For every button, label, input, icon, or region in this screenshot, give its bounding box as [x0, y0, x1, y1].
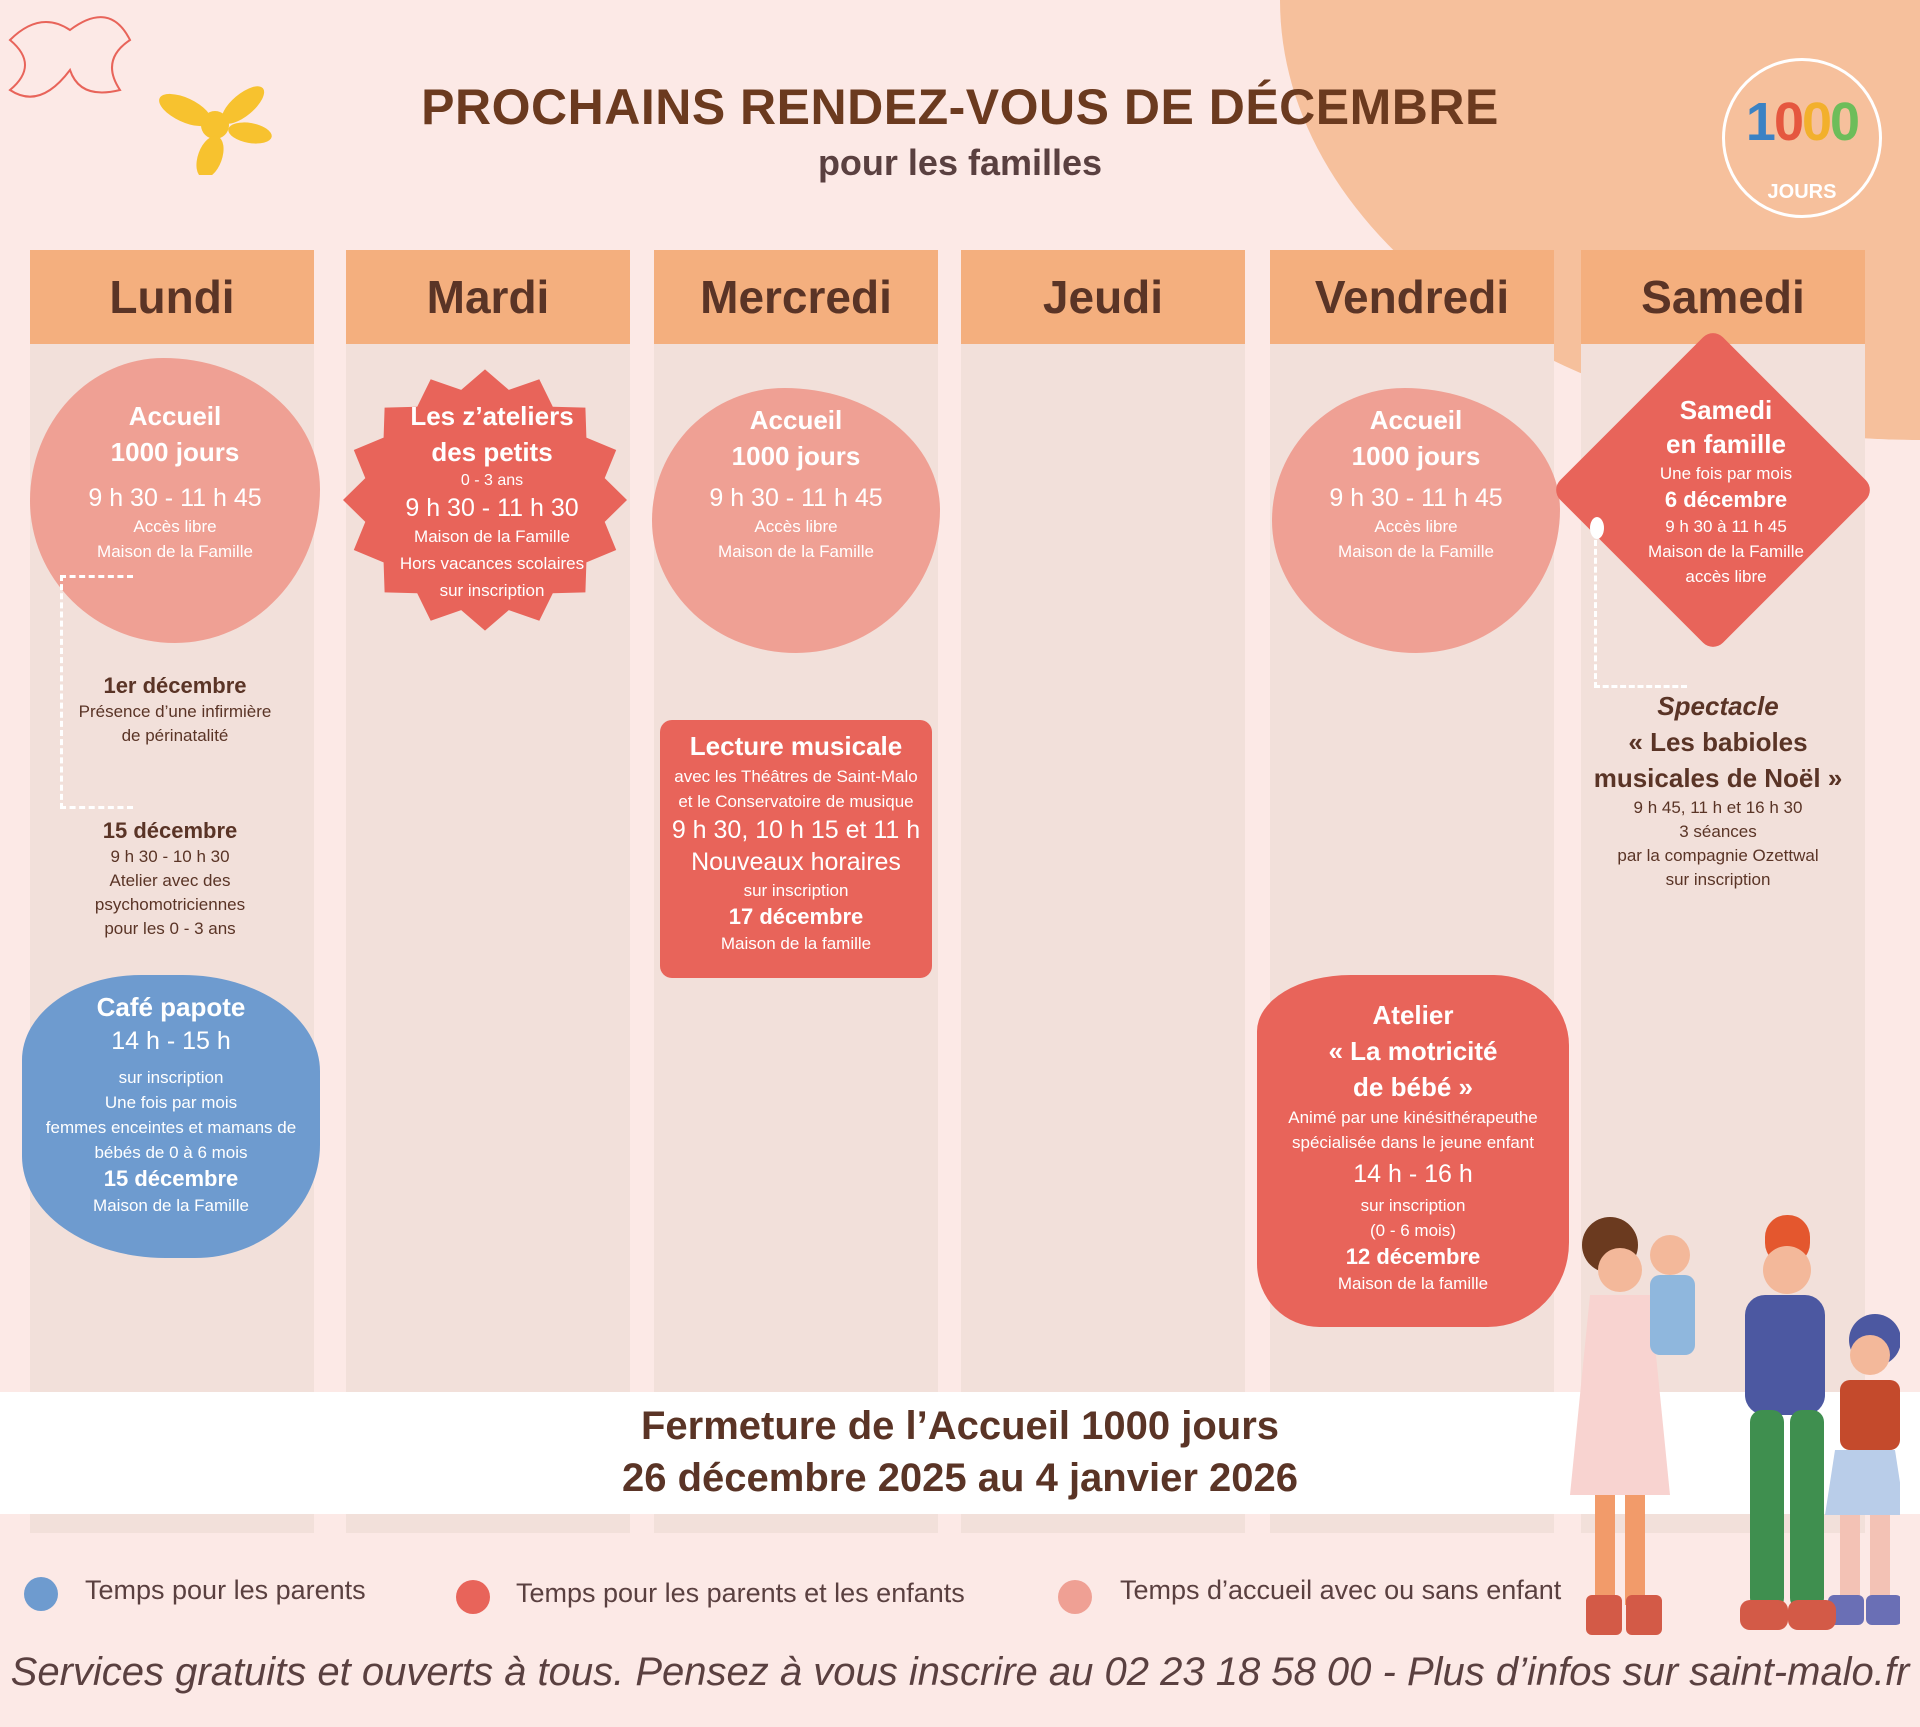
card-hours: 9 h 30 - 11 h 30: [405, 494, 579, 522]
card-text: spécialisée dans le jeune enfant: [1292, 1133, 1534, 1152]
note-text: 9 h 30 - 10 h 30: [110, 847, 230, 866]
day-header-mercredi: Mercredi: [654, 250, 938, 344]
card-text: Animé par une kinésithérapeuthe: [1288, 1108, 1538, 1127]
day-header-samedi: Samedi: [1581, 250, 1865, 344]
card-text: sur inscription: [118, 1068, 224, 1087]
card-text: Maison de la Famille: [1338, 542, 1494, 561]
legend-dot-parents-enfants: [456, 1580, 490, 1614]
family-illustration-icon: [1550, 1195, 1900, 1655]
card-hours: 9 h 30 - 11 h 45: [88, 484, 262, 512]
lundi-note-2: [50, 817, 290, 941]
legend-label-accueil: Temps d’accueil avec ou sans enfant: [1120, 1575, 1562, 1605]
card-text: Une fois par mois: [104, 1093, 238, 1112]
card-title: 1000 jours: [1351, 441, 1481, 471]
card-text: Maison de la Famille: [1648, 542, 1804, 561]
card-text: Accès libre: [1374, 517, 1458, 536]
card-text: Accès libre: [754, 517, 838, 536]
column-jeudi: [961, 250, 1245, 1533]
note-text: Présence d’une infirmière: [78, 702, 272, 721]
card-text: bébés de 0 à 6 mois: [94, 1143, 248, 1162]
card-title: Samedi: [1679, 395, 1773, 425]
note-title: musicales de Noël »: [1593, 763, 1843, 793]
card-title: Lecture musicale: [689, 731, 903, 761]
card-title: Les z’ateliers: [410, 401, 574, 431]
card-text: avec les Théâtres de Saint-Malo: [674, 767, 918, 786]
1000-jours-logo: [1722, 58, 1882, 218]
card-title: Accueil: [128, 401, 222, 431]
note-text: de périnatalité: [121, 726, 229, 745]
card-title: Atelier: [1372, 1000, 1454, 1030]
card-title: « La motricité: [1328, 1036, 1498, 1066]
samedi-spectacle-note: [1578, 688, 1858, 892]
note-text: Atelier avec des: [109, 871, 231, 890]
card-text: Maison de la famille: [720, 934, 872, 953]
card-text: Maison de la famille: [1337, 1274, 1489, 1293]
logo-number: 1000: [1745, 92, 1859, 152]
note-text: 3 séances: [1679, 822, 1757, 841]
card-hours: 14 h - 15 h: [111, 1027, 231, 1055]
note-text: pour les 0 - 3 ans: [104, 919, 236, 938]
card-text: 9 h 30 à 11 h 45: [1665, 517, 1787, 536]
card-text: Maison de la Famille: [718, 542, 874, 561]
dashed-connector: [1594, 540, 1687, 688]
card-text: Hors vacances scolaires: [399, 554, 585, 573]
legend-dot-parents: [24, 1577, 58, 1611]
day-header-vendredi: Vendredi: [1270, 250, 1554, 344]
card-text: Une fois par mois: [1659, 464, 1793, 483]
card-date: 6 décembre: [1664, 487, 1788, 512]
card-date: 17 décembre: [728, 904, 864, 929]
mardi-ateliers-card: [352, 398, 632, 603]
card-text: sur inscription: [439, 581, 545, 600]
note-text: psychomotriciennes: [94, 895, 246, 914]
card-date: 15 décembre: [103, 1166, 239, 1191]
footer-info: Services gratuits et ouverts à tous. Pensez à vous inscrire au 02 23 18 58 00 - Plus d’infos sur saint-malo.fr: [10, 1650, 1910, 1694]
card-hours: 14 h - 16 h: [1353, 1160, 1473, 1188]
card-hours: 9 h 30 - 11 h 45: [709, 484, 883, 512]
card-text: Maison de la Famille: [414, 527, 570, 546]
note-date: 15 décembre: [102, 818, 238, 843]
card-hours: Nouveaux horaires: [691, 848, 901, 876]
card-text: Maison de la Famille: [93, 1196, 249, 1215]
day-header-mardi: Mardi: [346, 250, 630, 344]
card-title: Café papote: [96, 992, 246, 1022]
card-title: Accueil: [1369, 405, 1463, 435]
card-text: femmes enceintes et mamans de: [45, 1118, 297, 1137]
card-text: 0 - 3 ans: [460, 472, 524, 489]
card-text: (0 - 6 mois): [1370, 1221, 1456, 1240]
card-text: et le Conservatoire de musique: [678, 792, 914, 811]
legend-label-parents: Temps pour les parents: [85, 1575, 366, 1605]
card-hours: 9 h 30, 10 h 15 et 11 h: [671, 816, 921, 844]
lundi-note-1: [65, 672, 285, 748]
note-text: sur inscription: [1665, 870, 1771, 889]
note-text: 9 h 45, 11 h et 16 h 30: [1633, 798, 1803, 817]
page-subtitle: pour les familles: [817, 142, 1103, 183]
day-header-lundi: Lundi: [30, 250, 314, 344]
closure-dates: 26 décembre 2025 au 4 janvier 2026: [621, 1456, 1298, 1500]
day-header-jeudi: Jeudi: [961, 250, 1245, 344]
card-text: sur inscription: [1360, 1196, 1466, 1215]
card-text: accès libre: [1685, 567, 1767, 586]
card-title: des petits: [431, 437, 553, 467]
card-hours: 9 h 30 - 11 h 45: [1329, 484, 1503, 512]
card-title: Accueil: [749, 405, 843, 435]
page-title: PROCHAINS RENDEZ-VOUS DE DÉCEMBRE: [421, 79, 1499, 135]
legend-dot-accueil: [1058, 1580, 1092, 1614]
card-title: 1000 jours: [731, 441, 861, 471]
card-text: Maison de la Famille: [97, 542, 253, 561]
legend-label-parents-enfants: Temps pour les parents et les enfants: [516, 1578, 965, 1608]
card-title: en famille: [1666, 429, 1786, 459]
mercredi-lecture-card: [660, 720, 932, 978]
card-title: de bébé »: [1353, 1072, 1473, 1102]
vendredi-atelier-card: [1257, 975, 1569, 1327]
note-title: « Les babioles: [1628, 727, 1808, 757]
card-text: sur inscription: [743, 881, 849, 900]
lundi-cafe-papote-card: [22, 975, 320, 1258]
connector-dot: [1590, 517, 1604, 539]
note-date: 1er décembre: [103, 673, 247, 698]
closure-line: Fermeture de l’Accueil 1000 jours: [640, 1404, 1280, 1448]
card-title: 1000 jours: [110, 437, 240, 467]
note-title: Spectacle: [1657, 691, 1779, 721]
card-date: 12 décembre: [1345, 1244, 1481, 1269]
note-text: par la compagnie Ozettwal: [1617, 846, 1819, 865]
card-text: Accès libre: [133, 517, 217, 536]
logo-label: JOURS: [1767, 181, 1837, 203]
